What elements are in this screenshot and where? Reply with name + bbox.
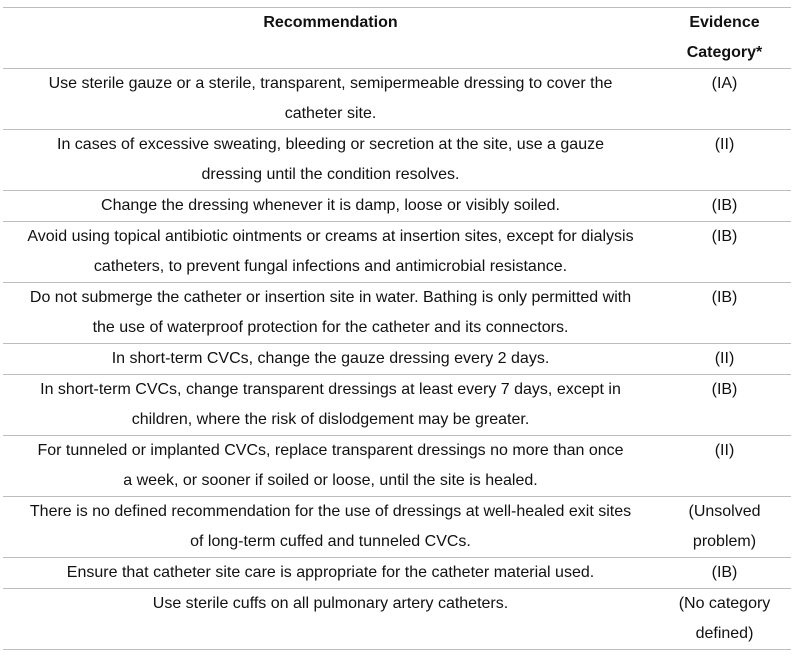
- category-cell: (No category defined): [658, 589, 791, 650]
- table-row: [3, 558, 791, 589]
- recommendation-cell: In short-term CVCs, change transparent dressings at least every 7 days, except in children, where the risk of dislodgement may be greater.: [3, 375, 658, 436]
- header-row: [3, 8, 791, 69]
- header-evidence-line1: Evidence: [689, 14, 760, 31]
- table-row: [3, 589, 791, 650]
- table-row: [3, 375, 791, 436]
- category-cell: (Unsolved problem): [658, 497, 791, 558]
- category-cell: (IB): [658, 191, 791, 222]
- category-cell: (IB): [658, 283, 791, 344]
- header-evidence-line2: Category*: [686, 44, 763, 61]
- category-cell: (II): [658, 436, 791, 497]
- table-row: [3, 69, 791, 130]
- category-cell: (IB): [658, 222, 791, 283]
- category-cell: (II): [658, 344, 791, 375]
- header-evidence-category: [658, 8, 791, 69]
- table-row: [3, 222, 791, 283]
- table-row: [3, 191, 791, 222]
- table-row: [3, 497, 791, 558]
- recommendation-cell: Use sterile cuffs on all pulmonary artery catheters.: [3, 589, 658, 650]
- category-cell: (II): [658, 130, 791, 191]
- recommendation-cell: Change the dressing whenever it is damp, loose or visibly soiled.: [3, 191, 658, 222]
- table-row: [3, 436, 791, 497]
- recommendation-cell: In cases of excessive sweating, bleeding or secretion at the site, use a gauze dressing until the condition resolves.: [3, 130, 658, 191]
- recommendations-table: [3, 7, 791, 650]
- recommendation-cell: There is no defined recommendation for the use of dressings at well-healed exit sites of long-term cuffed and tunneled CVCs.: [3, 497, 658, 558]
- recommendation-cell: Ensure that catheter site care is appropriate for the catheter material used.: [3, 558, 658, 589]
- table-row: [3, 283, 791, 344]
- recommendation-cell: Avoid using topical antibiotic ointments or creams at insertion sites, except for dialysis catheters, to prevent fungal infections and antimicrobial resistance.: [3, 222, 658, 283]
- recommendation-cell: Do not submerge the catheter or insertion site in water. Bathing is only permitted with the use of waterproof protection for the catheter and its connectors.: [3, 283, 658, 344]
- recommendation-cell: In short-term CVCs, change the gauze dressing every 2 days.: [3, 344, 658, 375]
- category-cell: (IB): [658, 558, 791, 589]
- category-cell: (IA): [658, 69, 791, 130]
- category-cell: (IB): [658, 375, 791, 436]
- table-row: [3, 344, 791, 375]
- header-recommendation: Recommendation: [3, 8, 658, 69]
- table-row: [3, 130, 791, 191]
- recommendation-cell: For tunneled or implanted CVCs, replace transparent dressings no more than once a week, or sooner if soiled or loose, until the site is healed.: [3, 436, 658, 497]
- recommendation-cell: Use sterile gauze or a sterile, transparent, semipermeable dressing to cover the catheter site.: [3, 69, 658, 130]
